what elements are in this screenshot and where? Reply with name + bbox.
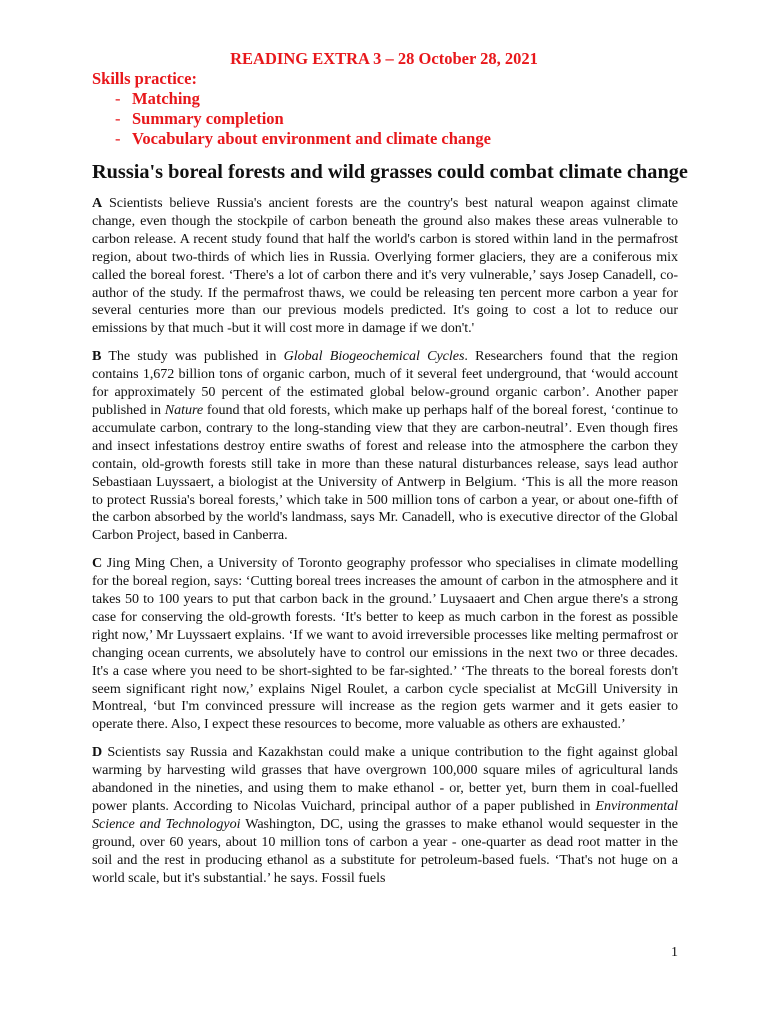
paragraph-text: The study was published in: [101, 348, 284, 365]
paragraph-text: Scientists believe Russia's ancient forests are the country's best natural weapon against climate change, even though the stockpile of carbon beneath the ground also makes these areas vulnerable to carbon release. A recent study found that half the world's carbon is stored within land in the permafrost region, about two-thirds of which lies in Russia. Overlying former glaciers, they are a coniferous mix called the boreal forest. ‘There's a lot of carbon there and it's very vulnerable,’ says Josep Canadell, co-author of the study. If the permafrost thaws, we could be releasing ten percent more carbon a year for several centuries more than our previous models predicted. It's going to cost a lot to reduce our emissions by that much -but it will cost more in damage if we don't.': [92, 195, 678, 337]
paragraph-letter: C: [92, 555, 103, 572]
skill-item-label: Matching: [132, 89, 200, 108]
paragraph-letter: B: [92, 348, 102, 365]
paragraph-b: [92, 348, 678, 545]
article-body: [92, 195, 678, 898]
bullet-dash: -: [115, 129, 121, 148]
paragraph-text: Washington, DC, using the grasses to make ethanol would sequester in the ground, over 60 years, about 10 million tons of carbon a year - one-quarter as dead root matter in the soil and the rest in producing ethanol as a substitute for petroleum-based fuels. ‘That's not huge on a world scale, but it's substantial.’ he says. Fossil fuels: [92, 815, 678, 886]
paragraph-a: [92, 195, 678, 338]
publication-title: Environmental Science and Technologyoi: [92, 798, 678, 832]
page-number: 1: [671, 945, 678, 960]
reading-header: READING EXTRA 3 – 28 October 28, 2021: [230, 49, 538, 68]
paragraph-letter: A: [92, 195, 103, 211]
paragraph-c: [92, 555, 678, 734]
paragraph-letter: D: [92, 744, 103, 761]
skill-item-summary-completion: [92, 109, 692, 129]
skill-item-label: Summary completion: [132, 109, 284, 128]
skills-practice-label: Skills practice:: [92, 69, 197, 88]
bullet-dash: -: [115, 89, 121, 108]
bullet-dash: -: [115, 109, 121, 128]
skill-item-label: Vocabulary about environment and climate change: [132, 129, 491, 148]
publication-title: Global Biogeochemical Cycles: [283, 348, 465, 365]
publication-title: Nature: [164, 401, 204, 418]
skills-items: [92, 89, 692, 149]
skill-item-vocabulary: [92, 129, 692, 149]
paragraph-text: found that old forests, which make up perhaps half of the boreal forest, ‘continue to accumulate carbon, contrary to the long-standing view that they are carbon-neutral’. Even though fires and insect infestations destroy entire swaths of forest and release into the atmosphere the carbon they contain, old-growth forests still take in more than these natural disturbances release, says lead author Sebastiaan Luyssaert, a biologist at the University of Antwerp in Belgium. ‘This is all the more reason to protect Russia's boreal forests,’ which take in 500 million tons of carbon a year, or about one-fifth of the carbon absorbed by the world's landmass, says Mr. Canadell, who is executive director of the Global Carbon Project, based in Canberra.: [92, 401, 678, 544]
paragraph-text: . Researchers found that the region contains 1,672 billion tons of organic carbon, much of it several feet underground, that ‘would account for approximately 50 percent of the estimated global below-ground organic carbon’. Another paper published in: [92, 348, 678, 418]
paragraph-d: [92, 744, 678, 887]
paragraph-text: Scientists say Russia and Kazakhstan could make a unique contribution to the fight against global warming by harvesting wild grasses that have overgrown 100,000 square miles of agricultural lands abandoned in the nineties, and using them to make ethanol - or, better yet, burn them in coal-fuelled power plants. According to Nicolas Vuichard, principal author of a paper published in: [92, 744, 678, 814]
skills-practice-list: [92, 69, 692, 149]
article-title: Russia's boreal forests and wild grasses could combat climate change: [92, 161, 688, 183]
paragraph-text: Jing Ming Chen, a University of Toronto geography professor who specialises in climate modelling for the boreal region, says: ‘Cutting boreal trees increases the amount of carbon in the atmosphere and it takes 50 to 100 years to put that carbon back in the ground.’ Luysaaert and Chen argue there's a strong case for conserving the old-growth forests. ‘It's better to keep as much carbon in the forest as possible right now,’ Mr Luyssaert explains. ‘If we want to avoid irreversible processes like melting permafrost or changing ocean currents, we absolutely have to control our emissions in the next two or three decades. It's a case where you need to be short-sighted to be far-sighted.’ ‘The threats to the boreal forests don't seem significant right now,’ explains Nigel Roulet, a carbon cycle specialist at McGill University in Montreal, ‘but I'm convinced pressure will increase as the region gets warmer and it gets easier to operate there. Also, I expect these resources to become, more valuable as others are exhausted.’: [92, 555, 678, 733]
skill-item-matching: [92, 89, 692, 109]
